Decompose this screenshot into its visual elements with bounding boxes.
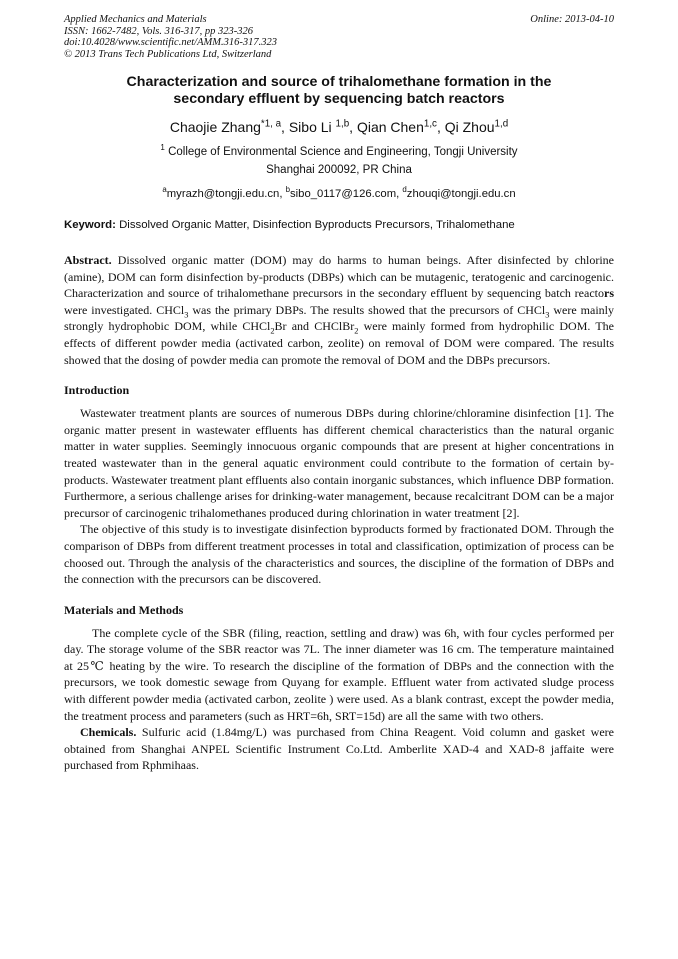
email-list [64,185,614,200]
chemicals-label: Chemicals. [80,725,137,740]
abstract-bold-fragment: rs [604,286,614,301]
doi-line: doi:10.4028/www.scientific.net/AMM.316-317.323 [64,37,277,48]
introduction-paragraph-1: Wastewater treatment plants are sources of numerous DBPs during chlorine/chloramine disinfection [1]. The organic matter present in wastewater effluents has different chemical characteristics than the natural organic matter in water supplies. Seemingly innocuous organic compounds that are present at higher concentrations in treated wastewater than in the general aquatic environment could contribute to the formation of certain by-products. Wastewater treatment plant effluents also contain inorganic substances, which influence DBP formation. Furthermore, a serious challenge arises for drinking-water management, because recalcitrant DOM can be a major precursor of carcinogenic trihalomethanes produced during chlorination in water treatment [2]. [64,406,614,520]
title-line-1: Characterization and source of trihalomethane formation in the [126,74,552,90]
author-separator: , [436,119,445,135]
abstract-text: were investigated. CHCl [64,302,185,317]
journal-name: Applied Mechanics and Materials [64,14,207,25]
chemicals-text: Sulfuric acid (1.84mg/L) was purchased from China Reagent. Void column and gasket were obtained from Shanghai ANPEL Scientific Instrument Co.Ltd. Amberlite XAD-4 and XAD-8 jaffaite were purchased from Rphmihaas. [64,725,614,773]
email-address: zhouqi@tongji.edu.cn [406,188,516,200]
keyword-label: Keyword: [64,219,116,231]
methods-heading: Materials and Methods [64,602,184,617]
email-superscript: a [162,185,167,195]
abstract-label: Abstract. [64,253,112,267]
chem-subscript: 2 [270,326,275,336]
email-address: sibo_0117@126.com, [290,188,403,200]
author-list [64,119,614,135]
introduction-paragraph-2: The objective of this study is to investigate disinfection byproducts formed by fractionated DOM. Through the comparison of DBPs from different treatment processes in total and classification, optimization of process can be choosed out. Through the analysis of the characteristics and sources, the discipline of the formation of DBPs and the connection with the precursors can be discovered. [64,522,614,587]
author-separator: , [281,119,289,135]
author-name: Sibo Li [288,119,336,135]
affiliation-line-1 [64,143,614,161]
author-name: Chaojie Zhang [169,119,261,135]
author-name: Qian Chen [356,119,424,135]
keywords [64,219,614,231]
author-superscript: 1,b [335,118,350,130]
chem-subscript: 3 [545,310,550,320]
author-superscript: 1,d [494,118,509,130]
abstract-text: were mainly strongly hydrophobic DOM, while CHCl [64,302,614,334]
affiliation-line-2: Shanghai 200092, PR China [266,164,412,176]
title-line-2: secondary effluent by sequencing batch reactors [173,91,505,107]
author-superscript: *1, a [260,118,282,130]
chem-subscript: 3 [184,310,189,320]
issn-line: ISSN: 1662-7482, Vols. 316-317, pp 323-326 [64,25,253,37]
author-superscript: 1,c [423,118,437,130]
introduction-heading: Introduction [64,383,130,398]
chem-subscript: 2 [354,326,359,336]
abstract-text: Br and CHClBr [274,319,355,334]
email-superscript: d [402,185,407,195]
affiliation-institution: College of Environmental Science and Engineering, Tongji University [164,146,518,158]
online-date: Online: 2013-04-10 [530,14,614,25]
affiliation-superscript: 1 [160,143,165,153]
journal-header [64,14,614,60]
email-address: myrazh@tongji.edu.cn, [166,188,286,200]
abstract-text: Dissolved organic matter (DOM) may do harms to human beings. After disinfected by chlorine (amine), DOM can form disinfection by-products (DBPs) which can be mutagenic, teratogenic and carcinogenic. Characterization and source of trihalomethane precursors in the secondary effluent by sequencing batch reacto [64,253,614,301]
copyright-line: © 2013 Trans Tech Publications Ltd, Switzerland [64,48,272,60]
methods-paragraph-1: The complete cycle of the SBR (filing, reaction, settling and draw) was 6h, with four cycles performed per day. The storage volume of the SBR reactor was 7L. The inner diameter was 16 cm. The temperature maintained at 25℃ heating by the wire. To research the discipline of the formation of DBPs and the connection with the precursors, we took domestic sewage from Quyang for example. Effluent water from activated sludge process with different powder media (activated carbon, zeolite ) were used. As a blank contrast, except the powder media, the treatment process and parameters (such as HRT=6h, SRT=15d) are all the same with two others. [64,625,614,723]
email-superscript: b [285,185,291,195]
keyword-text: Dissolved Organic Matter, Disinfection Byproducts Precursors, Trihalomethane [115,219,515,231]
abstract-text: were mainly formed from hydrophilic DOM. The effects of different powder media (activated carbon, zeolite) on removal of DOM were compared. The results showed that the dosing of powder media can promote the removal of DOM and the DBPs precursors. [64,319,614,367]
affiliation [64,143,614,179]
author-name: Qi Zhou [444,119,495,135]
abstract-paragraph [64,252,614,368]
abstract-text: was the primary DBPs. The results showed that the precursors of CHCl [188,302,546,317]
chemicals-paragraph [64,724,614,774]
author-separator: , [349,119,357,135]
paper-title [64,74,614,108]
